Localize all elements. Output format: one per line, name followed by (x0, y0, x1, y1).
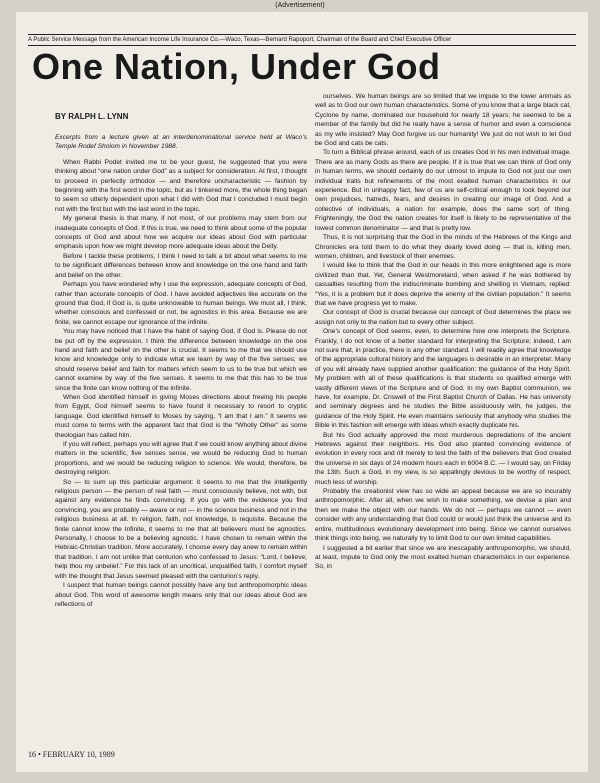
paragraph: You may have noticed that I have the habit of saying God, if God is. Please do not be put off by the expression. I think the difference between knowledge on the one hand and faith and belief on the other is crucial. It seems to me that we should use know and knowledge only to indicate what we learn by way of the five senses; we should reserve belief and faith for matters which seem to us to be true but which we cannot examine by way of the five senses. It seems to me that this has to be true since the finite can know nothing of the infinite. (55, 328, 307, 392)
paragraph: When God identified himself in giving Moses directions about freeing his people from Egypt, God himself seems to have found it necessary to resort to cryptic language. God identified himself to Moses by saying, “I am that I am.” It seems we must come to terms with the apparent fact that God is the “Wholly Other” as some theologian has called him. (55, 393, 307, 439)
article-title: One Nation, Under God (32, 46, 441, 87)
intro-text: Excerpts from a lecture given at an interdenominational service held at Waco’s Temple Rodef Sholom in November 1988. (55, 134, 307, 151)
paragraph: Before I tackle these problems, I think I need to talk a bit about what seems to me to be significant differences between know and knowledge on the one hand and faith and belief on the other. (55, 252, 307, 279)
paragraph: To turn a Biblical phrase around, each of us creates God in his own individual image. There are as many Gods as there are people. If it is true that we can think of God only in human terms, we should certainly do our utmost to impute to God not just our own individual traits but refinements of the most exalted human characteristics in our experience. But in unhappy fact, few of us are self-critical enough to look beyond our own prejudices, hatreds, fears, and desires in creating our image of God. And a collective of individuals, a nation for example, does the same sort of thing. Frighteningly, the God the nation creates for itself is likely to be representative of the lowest common denominator — and that is pretty low. (315, 149, 571, 232)
right-paragraphs (315, 92, 571, 572)
advertisement-label: (Advertisement) (275, 2, 325, 9)
paragraph: Perhaps you have wondered why I use the expression, adequate concepts of God, rather than accurate concepts of God. I have avoided adjectives like accurate on the ground that God, if God is, is quite unknowable to human beings. We must all, I think, whether conscious and confessed or not, be agnostics in this area. Because we are finite, we cannot escape our ignorance of the infinite. (55, 281, 307, 326)
paragraph: When Rabbi Podet invited me to be your guest, he suggested that you were thinking about “one nation under God” as a subject for consideration. At first, I thought to proceed in perfectly orthodox — and therefore uncharacteristic — fashion by beginning with the first word in the topic, but as I tinkered more, the whole thing began to seem so utterly dependent upon what I did with God that I concluded I must begin not with the first but with the last word in the topic. (55, 158, 307, 213)
paragraph: If you will reflect, perhaps you will agree that if we could know anything about divine matters in the scientific, five senses sense, we would be reducing God to human proportions, and we would be reducing religion to science. We would, therefore, be destroying religion. (55, 441, 307, 477)
paragraph: I would like to think that the God in our heads in this more enlightened age is more civilized than that. Yet, General Westmoreland, when asked if he was bothered by casualties resulting from the indiscriminate bombing and shelling in Vietnam, replied: “Yes, it is a problem but it does deprive the enemy of the civilian population.” It seems that we have progress yet to make. (315, 262, 571, 307)
paragraph: Probably the creationist view has so wide an appeal because we are so incurably anthropomorphic. After all, when we wish to make something, we devise a plan and then we make the object with our hands. We do not — perhaps we cannot — even consider with any understanding that God could or would just think the universe and its entire, multitudinous evolutionary development into being. Since we cannot ourselves think things into being, we naturally try to limit God to our own limited capabilities. (315, 488, 571, 543)
page-footer: 16 • FEBRUARY 10, 1989 (28, 750, 115, 759)
paragraph: I suspect that human beings cannot possibly have any but anthropomorphic ideas about God. This word of awesome length means only that our ideas about God are reflections of (55, 582, 307, 608)
paragraph: But his God actually approved the most murderous depredations of the ancient Hebrews against their neighbors. His God also planted convincing evidence of evolution in every rock and rill merely to test the faith of the believers that God created the universe in six days of 24 modern hours each in 6004 B.C. — I would say, on Friday the 13th. Such a God, in my view, is so appallingly devious to be worthy of respect, much less of worship. (315, 431, 571, 486)
paragraph: ourselves. We human beings are so limited that we impute to the lower animals as well as to God our own human characteristics. Some of you know that a large black cat, Cyclone by name, dominated our household for nearly 18 years; he seemed to be a member of the family but did he really have a sense of humor and even a conscience as my wife insisted? May God forgive us our humanity! We just do not wish to let God be God and cats be cats. (315, 93, 571, 148)
article-column-left (55, 133, 307, 741)
byline: BY RALPH L. LYNN (55, 112, 129, 121)
sponsor-banner: A Public Service Message from the American Income Life Insurance Co.—Waco, Texas—Bernard Rapoport, Chairman of the Board and Chief Executive Officer (28, 34, 576, 46)
paragraph: Our concept of God is crucial because our concept of God determines the place we assign not only to the nation but to every other subject. (315, 309, 571, 326)
paragraph: Thus, it is not surprising that the God in the minds of the Hebrews of the Kings and Chronicles era told them to do what they dearly loved doing — that is, killing men, women, children, and livestock of their enemies. (315, 234, 571, 260)
paragraph: I suggested a bit earlier that since we are inescapably anthropomorphic, we should, at least, impute to God only the most exalted human characteristics in our experience. So, in (315, 544, 571, 571)
left-paragraphs (55, 158, 307, 610)
paragraph: So — to sum up this particular argument: it seems to me that the intelligently religious person — the person of real faith — must consciously believe, not with, but against any evidence he finds convincing. If you go with the evidence you find convincing, you are probably — aware or not — in the science business and not in the religious business at all. In religion, faith, not knowledge, is requisite. Because the finite cannot know the Infinite, it seems to me that all believers must be agnostics. Personally, I choose to be a believing agnostic. I have chosen to remain within the Hebraic-Christian tradition. More accurately, I choose every day anew to remain within that tradition. I am not unlike that centurion who confessed to Jesus: “Lord, I believe; help thou my unbelief.” For this lack of an uncritical, unqualified faith, I comfort myself with the thought that Jesus seemed pleased with the centurion’s reply. (55, 478, 307, 580)
paragraph: My general thesis is that many, if not most, of our problems may stem from our inadequate concepts of God. If this is true, we need to think about some of the popular concepts of God and about how we acquire our ideas about God with particular emphasis upon how we might develop more adequate ideas about the Deity. (55, 215, 307, 251)
article-column-right (315, 92, 571, 741)
paragraph: One’s concept of God seems, even, to determine how one interprets the Scripture. Frankly, I do not know of a better standard for interpreting the Scripture; indeed, I am not sure that, in practice, there is any other standard. I will readily agree that knowledge of the appropriate cultural history and the languages is desirable in an interpreter. Many of you will already have supplied another qualification: the guidance of the Holy Spirit. My problem with all of these qualifications is that students so qualified emerge with vastly different views of the Scripture and of God. In my own Baptist communion, we have, for example, Dr. Criswell of the First Baptist Church of Dallas. He has university and seminary degrees and he studies the Bible assiduously with, he judges, the guidance of the Holy Spirit. He even maintains seriously that anybody who studies the Bible in this fashion will emerge with ideas which exactly duplicate his. (315, 328, 571, 430)
